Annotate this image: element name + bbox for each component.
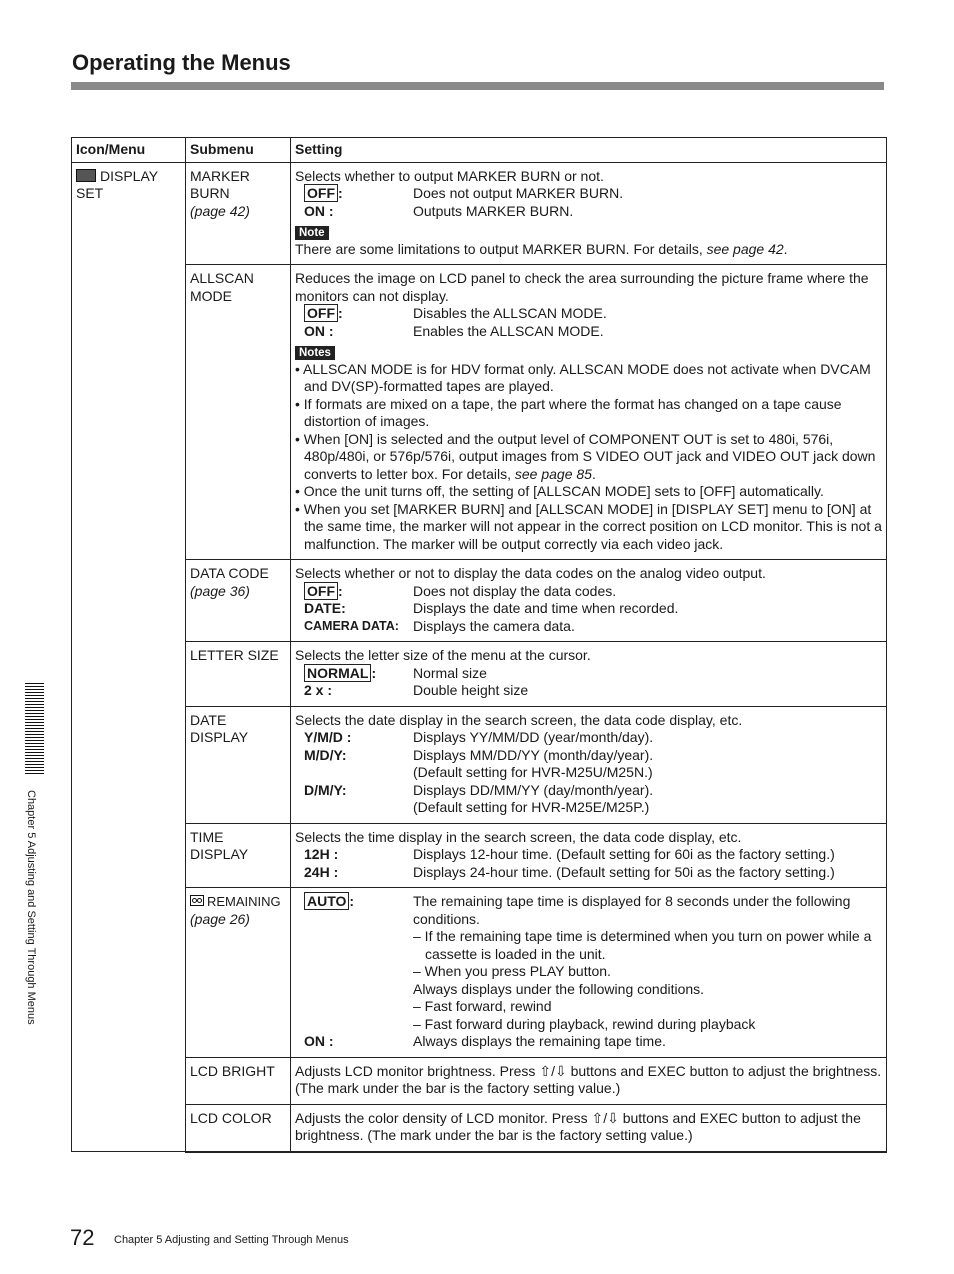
option-value: Enables the ALLSCAN MODE.	[413, 322, 604, 339]
default-option-key: NORMAL	[304, 664, 371, 682]
option-row	[295, 618, 882, 636]
notes-badge: Notes	[295, 346, 335, 360]
submenu-cell	[186, 560, 291, 642]
table-row	[72, 823, 887, 888]
submenu-cell	[186, 642, 291, 707]
list-item: • ALLSCAN MODE is for HDV format only. ALLSCAN MODE does not activate when DVCAM and DV(SP)-formatted tapes are played.	[295, 360, 871, 394]
submenu-cell	[186, 1057, 291, 1104]
setting-cell	[291, 642, 887, 707]
table-row	[72, 560, 887, 642]
setting-cell	[291, 162, 887, 265]
submenu-date: DATE	[190, 711, 227, 728]
option-key: ON :	[304, 202, 334, 219]
setting-cell	[291, 888, 887, 1058]
option-value: Normal size	[413, 664, 487, 681]
option-value: Always displays the remaining tape time.	[413, 1033, 666, 1049]
submenu-cell	[186, 162, 291, 265]
setting-cell	[291, 1104, 887, 1152]
option-value: Displays 24-hour time. (Default setting for 50i as the factory setting.)	[413, 863, 835, 880]
setting-description: Selects the letter size of the menu at the cursor.	[295, 647, 591, 663]
table-header-row	[72, 138, 887, 163]
option-key: ON :	[304, 322, 334, 339]
option-key: Y/M/D :	[304, 729, 352, 745]
setting-description: Reduces the image on LCD panel to check the area surrounding the picture frame where the monitors can not display.	[295, 270, 869, 304]
submenu-cell	[186, 823, 291, 888]
submenu-letter-size: LETTER SIZE	[190, 647, 279, 663]
setting-cell	[291, 265, 887, 560]
setting-description: Selects whether or not to display the data codes on the analog video output.	[295, 565, 766, 581]
option-row	[295, 846, 882, 864]
option-value: Displays MM/DD/YY (month/day/year). (Default setting for HVR-M25U/M25N.)	[413, 746, 654, 780]
table-row	[72, 265, 887, 560]
option-row	[295, 600, 882, 618]
submenu-cell	[186, 706, 291, 823]
down-arrow-icon: ⇩	[607, 1109, 619, 1126]
option-value: Disables the ALLSCAN MODE.	[413, 305, 607, 321]
footer-chapter-label: Chapter 5 Adjusting and Setting Through Menus	[114, 1234, 349, 1246]
note-badge: Note	[295, 226, 329, 240]
submenu-lcd-bright: LCD BRIGHT	[190, 1062, 275, 1079]
option-row	[295, 1033, 882, 1051]
option-row	[295, 682, 882, 700]
setting-description: Adjusts the color density of LCD monitor. Press ⇧/⇩ buttons and EXEC button to adjust the brightness. (The mark under the bar is the factory setting value.)	[295, 1109, 861, 1143]
option-row: OFF : Disables the ALLSCAN MODE.	[295, 305, 882, 323]
default-option-key: OFF	[304, 304, 338, 322]
note-text: There are some limitations to output MARKER BURN. For details, see page 42.	[295, 240, 788, 257]
list-item: • Once the unit turns off, the setting of [ALLSCAN MODE] sets to [OFF] automatically.	[295, 483, 824, 499]
page-number: 72	[70, 1225, 95, 1250]
option-value: Displays YY/MM/DD (year/month/day).	[413, 729, 654, 745]
submenu-cell	[186, 265, 291, 560]
option-row	[295, 323, 882, 341]
lcd-display-icon	[76, 169, 96, 182]
table-row	[72, 642, 887, 707]
title-rule	[71, 82, 884, 90]
chapter-tab-marker	[25, 683, 44, 776]
option-key: M/D/Y:	[304, 746, 347, 763]
table-row	[72, 706, 887, 823]
submenu-remaining: REMAINING	[207, 894, 281, 909]
option-row: NORMAL : Normal size	[295, 665, 882, 683]
header-submenu: Submenu	[186, 138, 291, 163]
option-row	[295, 747, 882, 782]
submenu-time-display: DISPLAY	[190, 846, 249, 862]
option-value: Does not display the data codes.	[413, 582, 617, 599]
header-icon-menu: Icon/Menu	[72, 138, 186, 163]
option-value: Does not output MARKER BURN.	[413, 185, 624, 201]
option-value: Displays the camera data.	[413, 617, 575, 634]
setting-description: Selects the time display in the search screen, the data code display, etc.	[295, 828, 742, 845]
menu-settings-table	[71, 137, 887, 1153]
option-row	[295, 203, 882, 221]
option-key: 12H :	[304, 846, 339, 862]
option-value: The remaining tape time is displayed for 8 seconds under the following conditions. – If the remaining tape time is determined when you turn on power while a cassette is loaded in the unit. – When you press PLAY button. Always displays under the following conditions. – Fast forward, rewind – Fast forward during playback, rewind during playback	[413, 893, 872, 1032]
setting-cell	[291, 560, 887, 642]
default-option-key: AUTO	[304, 892, 349, 910]
list-item: • When you set [MARKER BURN] and [ALLSCAN MODE] in [DISPLAY SET] menu to [ON] at the same time, the marker will not appear in the correct position on LCD monitor. This is not a malfunction. The marker will be output correctly via each video jack.	[295, 500, 882, 552]
submenu-lcd-color: LCD COLOR	[190, 1109, 272, 1126]
cassette-icon	[190, 895, 204, 906]
icon-menu-cell	[72, 162, 186, 1152]
option-key: ON :	[304, 1033, 334, 1049]
setting-description: Selects whether to output MARKER BURN or not.	[295, 167, 604, 184]
page-reference: (page 42)	[190, 202, 250, 219]
page-reference: (page 36)	[190, 582, 250, 599]
up-arrow-icon: ⇧	[591, 1109, 604, 1126]
submenu-marker-burn: MARKER BURN	[190, 167, 250, 201]
submenu-time: TIME	[190, 828, 224, 845]
option-row	[295, 729, 882, 747]
down-arrow-icon: ⇩	[554, 1062, 567, 1079]
list-item: • When [ON] is selected and the output level of COMPONENT OUT is set to 480i, 576i, 480p/480i, or 576p/576i, output images from S VIDEO OUT jack and VIDEO OUT jack down converts to letter box. For details, see page 85.	[295, 430, 876, 482]
setting-cell	[291, 706, 887, 823]
option-key: DATE:	[304, 600, 346, 616]
header-setting: Setting	[291, 138, 887, 163]
option-value: Outputs MARKER BURN.	[413, 202, 574, 219]
side-chapter-label: Chapter 5 Adjusting and Setting Through Menus	[25, 790, 37, 1025]
page-reference: (page 26)	[190, 910, 250, 927]
up-arrow-icon: ⇧	[539, 1062, 552, 1079]
default-option-key: OFF	[304, 184, 338, 202]
table-row	[72, 162, 887, 265]
setting-cell	[291, 823, 887, 888]
option-key: CAMERA DATA:	[304, 618, 399, 633]
option-row: OFF : Does not display the data codes.	[295, 583, 882, 601]
page-title: Operating the Menus	[72, 50, 291, 75]
table-row	[72, 1104, 887, 1152]
option-row: OFF : Does not output MARKER BURN.	[295, 185, 882, 203]
option-row: AUTO : The remaining tape time is displayed for 8 seconds under the following conditions. – If the remaining tape time is determined when you turn on power while a cassette is loaded in the unit. – When you press PLAY button. Always displays under the following conditions. – Fast forward, rewind – Fast forward during playback, rewind during playback	[295, 893, 882, 1033]
option-value: Double height size	[413, 682, 529, 698]
option-key: 24H :	[304, 863, 339, 880]
option-key: D/M/Y:	[304, 781, 347, 798]
option-key: 2 x :	[304, 682, 333, 698]
list-item: • If formats are mixed on a tape, the part where the format has changed on a tape cause distortion of images.	[295, 395, 842, 429]
table-row	[72, 1057, 887, 1104]
option-row	[295, 782, 882, 817]
table-row	[72, 888, 887, 1058]
default-option-key: OFF	[304, 582, 338, 600]
option-value: Displays 12-hour time. (Default setting for 60i as the factory setting.)	[413, 846, 835, 862]
icon-menu-label: DISPLAY SET	[76, 167, 158, 201]
note-page-ref: see page 42	[706, 240, 784, 257]
submenu-cell	[186, 1104, 291, 1152]
option-value: Displays DD/MM/YY (day/month/year). (Default setting for HVR-M25E/M25P.)	[413, 781, 654, 815]
setting-cell	[291, 1057, 887, 1104]
submenu-allscan: ALLSCAN	[190, 270, 254, 286]
setting-description: Selects the date display in the search screen, the data code display, etc.	[295, 711, 743, 728]
setting-description: Adjusts LCD monitor brightness. Press ⇧/⇩ buttons and EXEC button to adjust the brightness. (The mark under the bar is the factory setting value.)	[295, 1062, 882, 1096]
submenu-date-display: DISPLAY	[190, 729, 249, 745]
option-value: Displays the date and time when recorded.	[413, 600, 679, 616]
submenu-cell	[186, 888, 291, 1058]
submenu-data-code: DATA CODE	[190, 565, 269, 581]
notes-list	[295, 361, 882, 554]
option-row	[295, 864, 882, 882]
submenu-allscan-mode: MODE	[190, 287, 232, 304]
note-page-ref: see page 85	[514, 465, 592, 482]
